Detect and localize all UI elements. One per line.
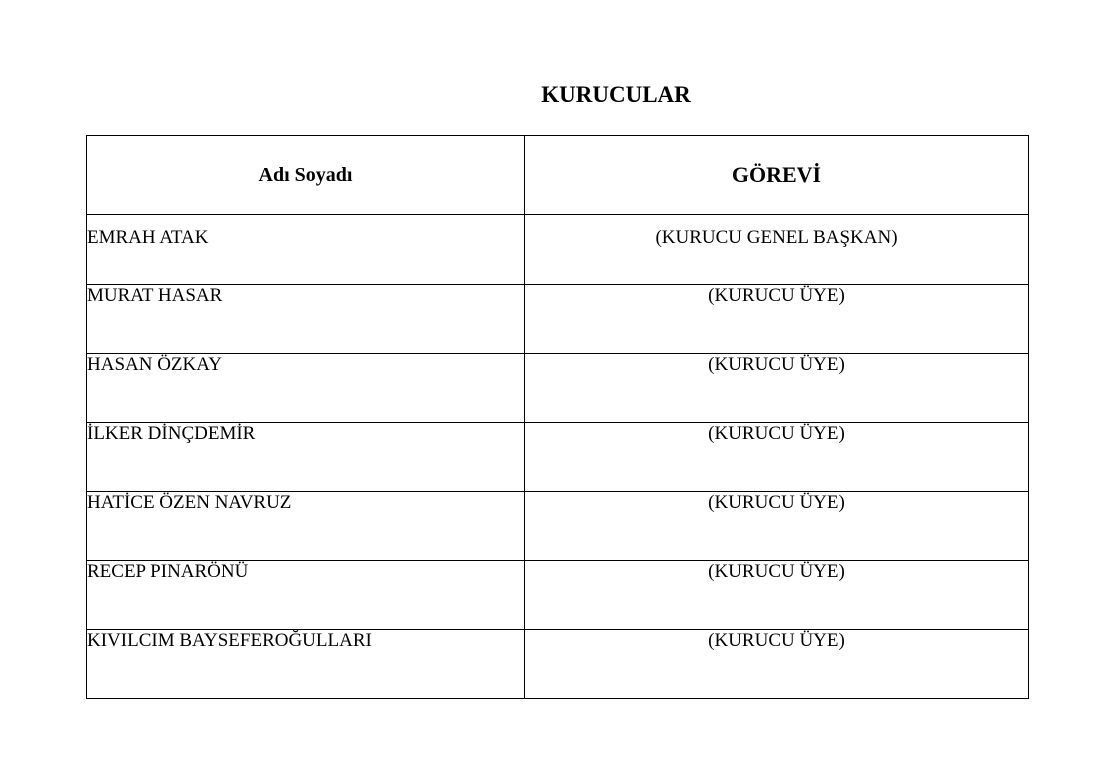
founder-name: HATİCE ÖZEN NAVRUZ	[87, 492, 525, 561]
table-row	[87, 215, 1029, 285]
founder-role: (KURUCU ÜYE)	[525, 561, 1029, 630]
table-row	[87, 354, 1029, 423]
founder-name: KIVILCIM BAYSEFEROĞULLARI	[87, 630, 525, 699]
table-row	[87, 561, 1029, 630]
founder-role: (KURUCU GENEL BAŞKAN)	[525, 215, 1029, 285]
page-title: KURUCULAR	[541, 82, 691, 107]
founders-table	[86, 135, 1029, 699]
founder-role: (KURUCU ÜYE)	[525, 285, 1029, 354]
founder-role: (KURUCU ÜYE)	[525, 354, 1029, 423]
founder-name: RECEP PINARÖNÜ	[87, 561, 525, 630]
table-row	[87, 423, 1029, 492]
founder-name: MURAT HASAR	[87, 285, 525, 354]
founder-name: İLKER DİNÇDEMİR	[87, 423, 525, 492]
role-column-header: GÖREVİ	[525, 136, 1029, 215]
table-row	[87, 285, 1029, 354]
table-row	[87, 492, 1029, 561]
name-column-header: Adı Soyadı	[87, 136, 525, 215]
table-header-row	[87, 136, 1029, 215]
founder-role: (KURUCU ÜYE)	[525, 423, 1029, 492]
founder-name: EMRAH ATAK	[87, 215, 525, 285]
founder-role: (KURUCU ÜYE)	[525, 630, 1029, 699]
founder-role: (KURUCU ÜYE)	[525, 492, 1029, 561]
founder-name: HASAN ÖZKAY	[87, 354, 525, 423]
table-row	[87, 630, 1029, 699]
